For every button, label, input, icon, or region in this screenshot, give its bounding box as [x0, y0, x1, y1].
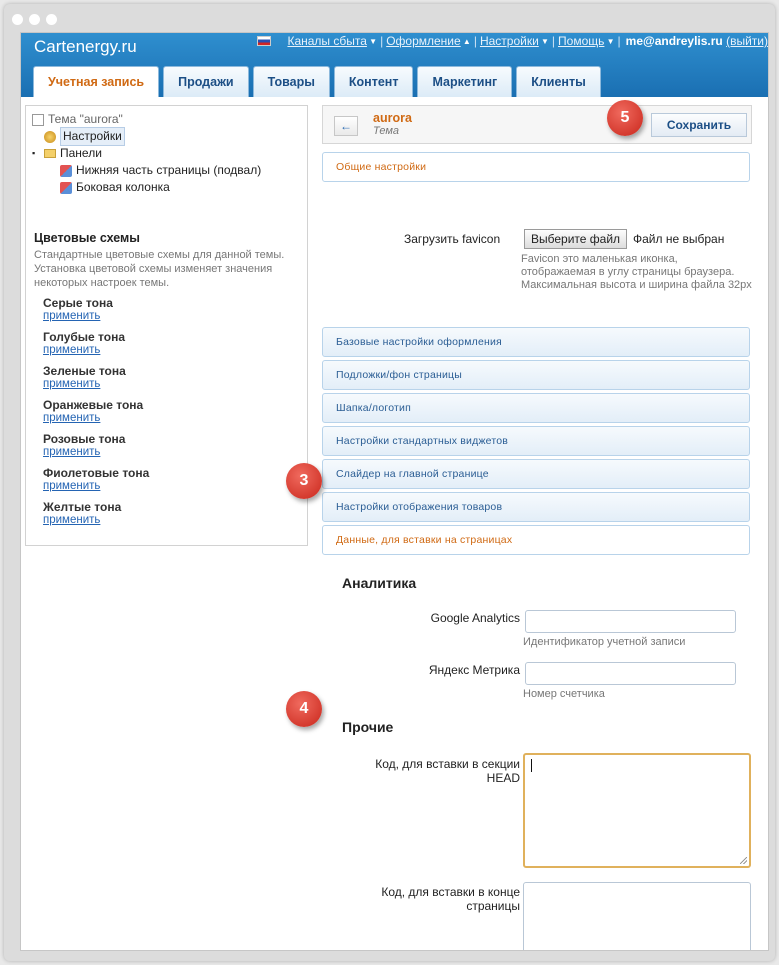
theme-subtitle: Тема	[373, 125, 400, 137]
chevron-down-icon: ▼	[366, 36, 378, 46]
scheme-name: Желтые тона	[43, 500, 122, 514]
favicon-help: Favicon это маленькая иконка, отображаемая в углу страницы браузера. Максимальная высота и ширина файла 32px	[521, 253, 752, 291]
user-email: me@andreylis.ru	[625, 34, 723, 48]
tab-marketing[interactable]: Маркетинг	[417, 66, 512, 97]
apply-link[interactable]: применить	[43, 378, 101, 390]
accordion-general-settings[interactable]: Общие настройки	[322, 152, 750, 182]
nav-design[interactable]: Оформление	[386, 34, 461, 48]
nav-help[interactable]: Помощь	[558, 34, 605, 48]
chevron-up-icon: ▲	[460, 36, 471, 46]
text-caret	[531, 759, 532, 772]
nav-sales-channels[interactable]: Каналы сбыта	[287, 34, 367, 48]
other-heading: Прочие	[342, 719, 394, 735]
scheme-purple	[43, 466, 149, 492]
color-schemes-title: Цветовые схемы	[34, 231, 140, 245]
tab-account[interactable]: Учетная запись	[33, 66, 159, 97]
nav-settings[interactable]: Настройки	[479, 34, 539, 48]
main-tabs	[33, 66, 601, 97]
head-code-textarea[interactable]	[523, 753, 751, 868]
expand-icon[interactable]: ▪	[32, 148, 36, 158]
site-logo[interactable]: Cartenergy.ru	[34, 37, 137, 56]
nav-separator: |	[617, 34, 621, 48]
scheme-name: Розовые тона	[43, 432, 126, 446]
theme-header	[322, 105, 752, 144]
tree-item-footer[interactable]	[32, 162, 261, 179]
tree-root-label: Тема "aurora"	[48, 112, 123, 126]
window-dots	[12, 14, 57, 25]
gear-icon	[44, 131, 56, 143]
tree-item-settings[interactable]	[32, 128, 261, 145]
tab-content[interactable]: Контент	[334, 66, 414, 97]
nav-separator: |	[473, 34, 477, 48]
accordion-base-design[interactable]: Базовые настройки оформления	[322, 327, 750, 357]
chevron-down-icon: ▼	[538, 36, 549, 46]
tree-item-settings-label: Настройки	[60, 127, 125, 146]
tree-item-sidebar[interactable]	[32, 179, 261, 196]
tab-sales[interactable]: Продажи	[163, 66, 249, 97]
left-panel	[25, 105, 308, 546]
yandex-metrika-help: Номер счетчика	[523, 688, 605, 700]
scheme-yellow	[43, 500, 121, 526]
block-icon	[60, 165, 72, 177]
google-analytics-label: Google Analytics	[430, 611, 520, 625]
chevron-down-icon: ▼	[604, 36, 615, 46]
theme-name: aurora	[373, 111, 412, 125]
favicon-label: Загрузить favicon	[404, 232, 501, 246]
folder-icon	[44, 149, 56, 158]
apply-link[interactable]: применить	[43, 446, 101, 458]
screenshot-frame	[4, 4, 775, 961]
yandex-metrika-input[interactable]	[525, 662, 736, 685]
top-navigation	[257, 34, 768, 48]
scheme-name: Оранжевые тона	[43, 398, 144, 412]
scheme-blue	[43, 330, 125, 356]
tab-products[interactable]: Товары	[253, 66, 330, 97]
color-schemes-description: Стандартные цветовые схемы для данной темы. Установка цветовой схемы изменяет значения некоторых настроек темы.	[34, 249, 285, 289]
step-badge-5: 5	[607, 100, 643, 136]
tree-root[interactable]	[32, 111, 261, 128]
nav-separator: |	[551, 34, 556, 48]
apply-link[interactable]: применить	[43, 514, 101, 526]
google-analytics-help: Идентификатор учетной записи	[523, 636, 686, 648]
apply-link[interactable]: применить	[43, 412, 101, 424]
theme-tree	[32, 111, 261, 196]
window-dot	[46, 14, 57, 25]
back-button[interactable]: ←	[334, 116, 358, 136]
choose-file-button[interactable]: Выберите файл	[524, 229, 627, 249]
scheme-gray	[43, 296, 113, 322]
resize-grip-icon[interactable]	[740, 857, 747, 864]
google-analytics-input[interactable]	[525, 610, 736, 633]
top-header	[21, 33, 768, 97]
step-badge-3: 3	[286, 463, 322, 499]
scheme-name: Голубые тона	[43, 330, 126, 344]
save-button[interactable]: Сохранить	[651, 113, 747, 137]
logout-link[interactable]: (выйти)	[726, 34, 768, 48]
tree-item-sidebar-label: Боковая колонка	[76, 180, 170, 194]
accordion-insert-data[interactable]: Данные, для вставки на страницах	[322, 525, 750, 555]
app-window	[20, 32, 769, 951]
apply-link[interactable]: применить	[43, 480, 101, 492]
scheme-name: Серые тона	[43, 296, 113, 310]
accordion-product-display[interactable]: Настройки отображения товаров	[322, 492, 750, 522]
tree-item-panels[interactable]	[32, 145, 261, 162]
accordion-widgets[interactable]: Настройки стандартных виджетов	[322, 426, 750, 456]
apply-link[interactable]: применить	[43, 310, 101, 322]
accordion-header-logo[interactable]: Шапка/логотип	[322, 393, 750, 423]
accordion-slider[interactable]: Слайдер на главной странице	[322, 459, 750, 489]
scheme-name: Фиолетовые тона	[43, 466, 150, 480]
scheme-green	[43, 364, 126, 390]
yandex-metrika-label: Яндекс Метрика	[428, 663, 520, 677]
nav-separator: |	[380, 34, 384, 48]
step-badge-4: 4	[286, 691, 322, 727]
scheme-pink	[43, 432, 125, 458]
tree-item-panels-label: Панели	[60, 146, 102, 160]
scheme-name: Зеленые тона	[43, 364, 126, 378]
accordion-background[interactable]: Подложки/фон страницы	[322, 360, 750, 390]
window-dot	[12, 14, 23, 25]
russia-flag-icon[interactable]	[257, 36, 271, 46]
tree-item-footer-label: Нижняя часть страницы (подвал)	[76, 163, 262, 177]
head-code-label: Код, для вставки в секции HEAD	[375, 757, 520, 785]
end-code-textarea[interactable]	[523, 882, 751, 951]
apply-link[interactable]: применить	[43, 344, 101, 356]
analytics-heading: Аналитика	[342, 575, 417, 591]
page-icon	[32, 114, 44, 126]
end-code-label: Код, для вставки в конце страницы	[381, 885, 520, 913]
tab-clients[interactable]: Клиенты	[516, 66, 601, 97]
window-dot	[29, 14, 40, 25]
block-icon	[60, 182, 72, 194]
scheme-orange	[43, 398, 143, 424]
no-file-text: Файл не выбран	[633, 232, 725, 246]
